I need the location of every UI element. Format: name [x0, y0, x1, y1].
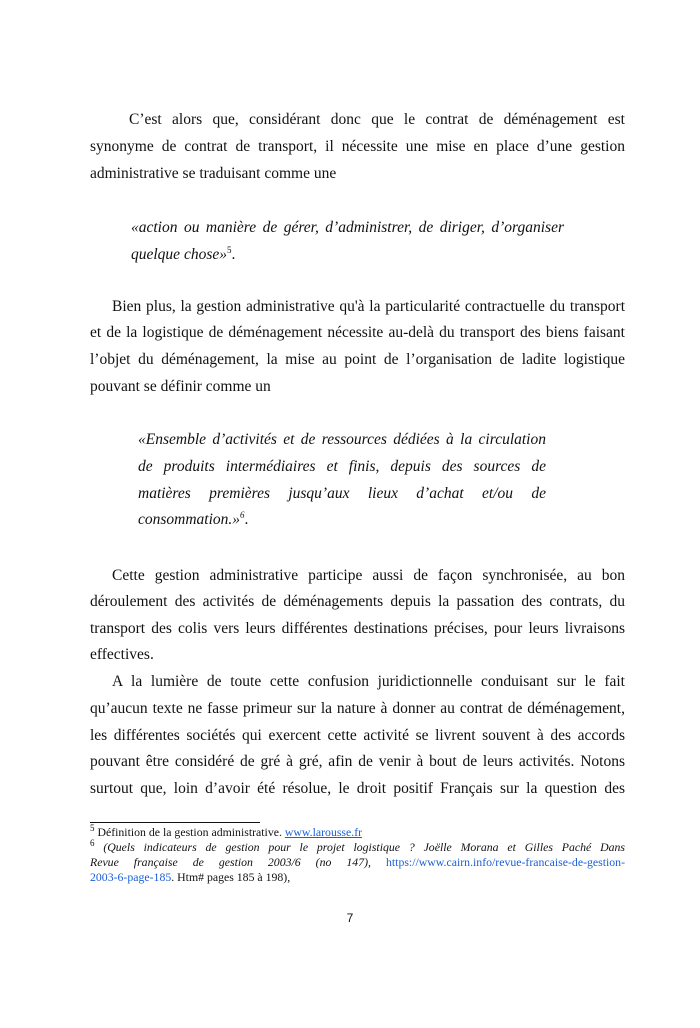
text-line: effectives. — [90, 646, 154, 663]
footnote-link-continued[interactable]: 2003-6-page-185 — [90, 870, 172, 884]
text-line: synonyme de contrat de transport, il nécessite une mise en place d’une gestion — [90, 138, 625, 155]
quote-text: quelque chose» — [131, 246, 227, 263]
footnote-separator — [90, 822, 260, 823]
text-line: Cette gestion administrative participe aussi de façon synchronisée, au bon — [112, 567, 625, 584]
page-number: 7 — [346, 911, 354, 925]
footnote-number: 5 — [90, 823, 95, 834]
quote-line: «action ou manière de gérer, d’administrer, de diriger, d’organiser — [131, 219, 564, 236]
footnote-ref[interactable]: 5 — [226, 244, 232, 255]
footnote-text: Revue française de gestion 2003/6 (no 147), — [90, 855, 386, 869]
punctuation: . — [244, 511, 249, 528]
text-line: les différentes sociétés qui exercent cette activité se livrent souvent à des accords — [90, 727, 625, 744]
footnote-link[interactable]: https://www.cairn.info/revue-francaise-de-gestion- — [385, 855, 625, 869]
text-line: surtout que, loin d’avoir été résolue, le droit positif Français sur la question des — [90, 780, 625, 797]
text-line: pouvant se définir comme un — [90, 378, 271, 395]
text-line: C’est alors que, considérant donc que le contrat de déménagement est — [129, 111, 625, 128]
text-line: qu’aucun texte ne fasse primeur sur la nature à donner au contrat de déménagement, — [90, 700, 625, 717]
quote-line — [138, 511, 248, 529]
quote-line: matières premières jusqu’aux lieux d’achat et/ou de — [138, 485, 546, 502]
footnote-text: (Quels indicateurs de gestion pour le projet logistique ? Joëlle Morana et Gilles Paché Dans — [94, 840, 625, 854]
punctuation: . — [231, 246, 236, 263]
quote-line — [131, 246, 235, 264]
text-line: pouvant être considéré de gré à gré, afin de venir à bout de leurs activités. Notons — [90, 753, 625, 770]
quote-text: consommation.» — [138, 511, 241, 528]
text-line: A la lumière de toute cette confusion juridictionnelle conduisant sur le fait — [112, 673, 625, 690]
quote-line: de produits intermédiaires et finis, depuis des sources de — [138, 458, 546, 475]
footnote-link[interactable]: www.larousse.fr — [284, 825, 363, 839]
text-line: transport des colis vers leurs différentes destinations précises, pour leurs livraisons — [90, 620, 625, 637]
text-line: Bien plus, la gestion administrative qu'à la particularité contractuelle du transport — [112, 298, 625, 315]
text-line: déroulement des activités de déménagements depuis la passation des contrats, du — [90, 593, 625, 610]
quote-line: «Ensemble d’activités et de ressources dédiées à la circulation — [138, 431, 546, 448]
text-line: et de la logistique de déménagement nécessite au-delà du transport des biens faisant — [90, 324, 625, 341]
footnote-5 — [90, 825, 625, 840]
footnote-6 — [90, 840, 625, 885]
footnote-ref[interactable]: 6 — [240, 509, 245, 520]
text-line: administrative se traduisant comme une — [90, 165, 337, 182]
text-line: l’objet du déménagement, la mise au point de l’organisation de ladite logistique — [90, 351, 625, 368]
footnote-text: . Htm# pages 185 à 198), — [171, 870, 291, 884]
footnote-text: Définition de la gestion administrative. — [94, 825, 285, 839]
footnote-number: 6 — [90, 838, 95, 849]
